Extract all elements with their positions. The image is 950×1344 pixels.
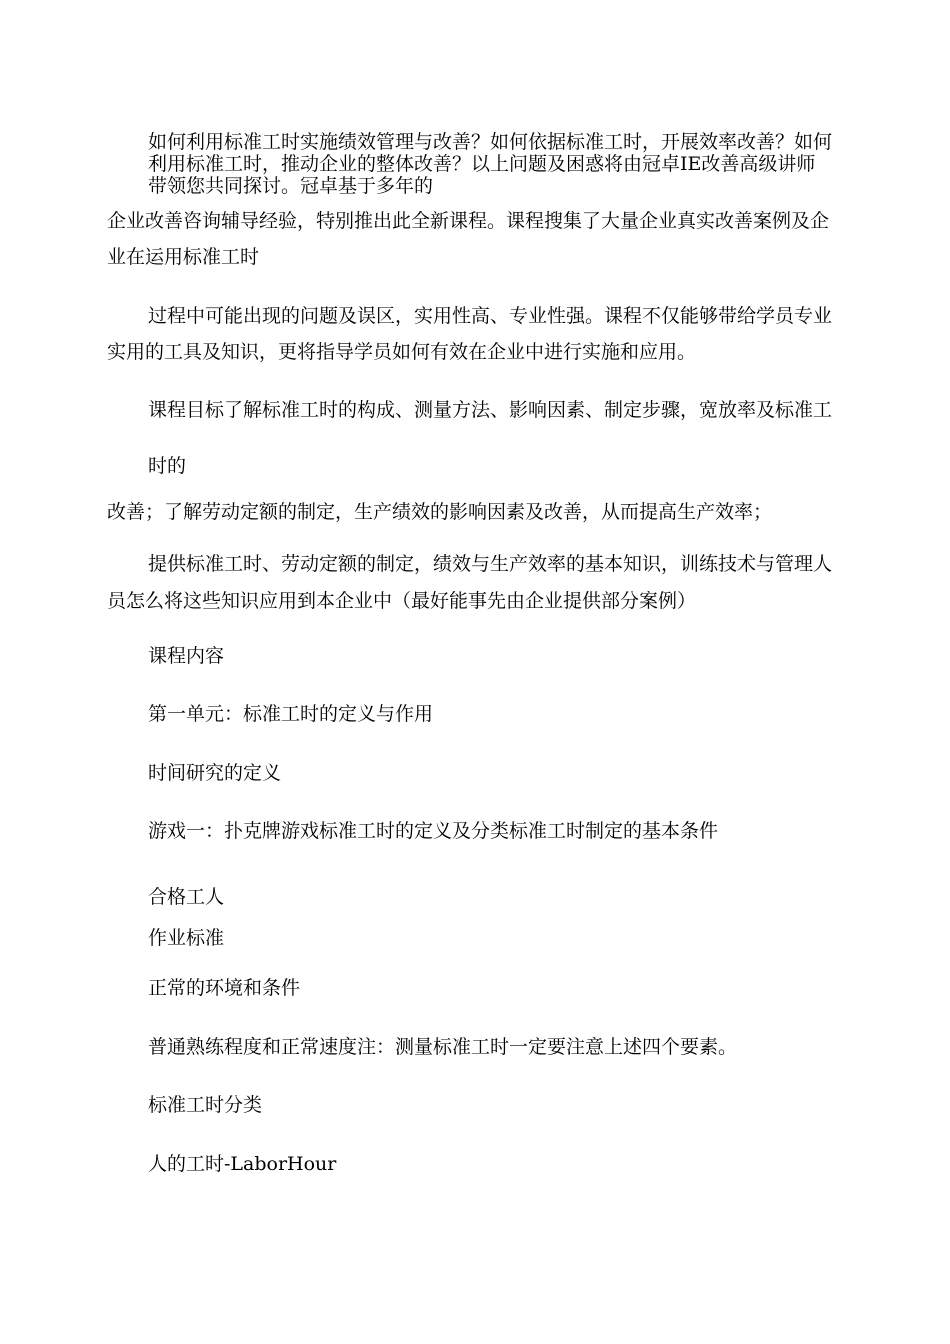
- course-goal-line-2: 时的: [148, 455, 187, 477]
- unit-1-heading: 第一单元：标准工时的定义与作用: [148, 703, 434, 725]
- course-goal-line-4: 提供标准工时、劳动定额的制定，绩效与生产效率的基本知识，训练技术与管理人: [148, 553, 833, 575]
- paragraph-2-line-1: 企业改善咨询辅导经验，特别推出此全新课程。课程搜集了大量企业真实改善案例及企: [107, 210, 830, 232]
- time-study-definition: 时间研究的定义: [148, 762, 282, 784]
- course-goal-line-3: 改善；了解劳动定额的制定，生产绩效的影响因素及改善，从而提高生产效率；: [107, 501, 773, 523]
- section-heading-course-content: 课程内容: [148, 645, 225, 667]
- condition-work-standard: 作业标准: [148, 927, 225, 949]
- condition-qualified-worker: 合格工人: [148, 886, 225, 908]
- paragraph-2-line-2: 业在运用标准工时: [107, 246, 260, 268]
- labor-hour-line: 人的工时-LaborHour: [148, 1153, 337, 1175]
- condition-normal-environment: 正常的环境和条件: [148, 977, 301, 999]
- standard-time-classification: 标准工时分类: [148, 1094, 263, 1116]
- game-1-line: 游戏一：扑克牌游戏标准工时的定义及分类标准工时制定的基本条件: [148, 820, 719, 842]
- course-goal-line-1: 课程目标了解标准工时的构成、测量方法、影响因素、制定步骤，宽放率及标准工: [148, 399, 833, 421]
- condition-normal-speed-note: 普通熟练程度和正常速度注：测量标准工时一定要注意上述四个要素。: [148, 1036, 738, 1058]
- course-goal-line-5: 员怎么将这些知识应用到本企业中（最好能事先由企业提供部分案例）: [107, 590, 697, 612]
- paragraph-1-line-1: 如何利用标准工时实施绩效管理与改善？如何依据标准工时，开展效率改善？如何: [148, 131, 833, 153]
- paragraph-1-line-2: 利用标准工时，推动企业的整体改善？以上问题及困惑将由冠卓IE改善高级讲师: [148, 153, 816, 175]
- paragraph-3-line-1: 过程中可能出现的问题及误区，实用性高、专业性强。课程不仅能够带给学员专业: [148, 305, 833, 327]
- paragraph-1-line-3: 带领您共同探讨。冠卓基于多年的: [148, 175, 434, 197]
- paragraph-3-line-2: 实用的工具及知识，更将指导学员如何有效在企业中进行实施和应用。: [107, 341, 697, 363]
